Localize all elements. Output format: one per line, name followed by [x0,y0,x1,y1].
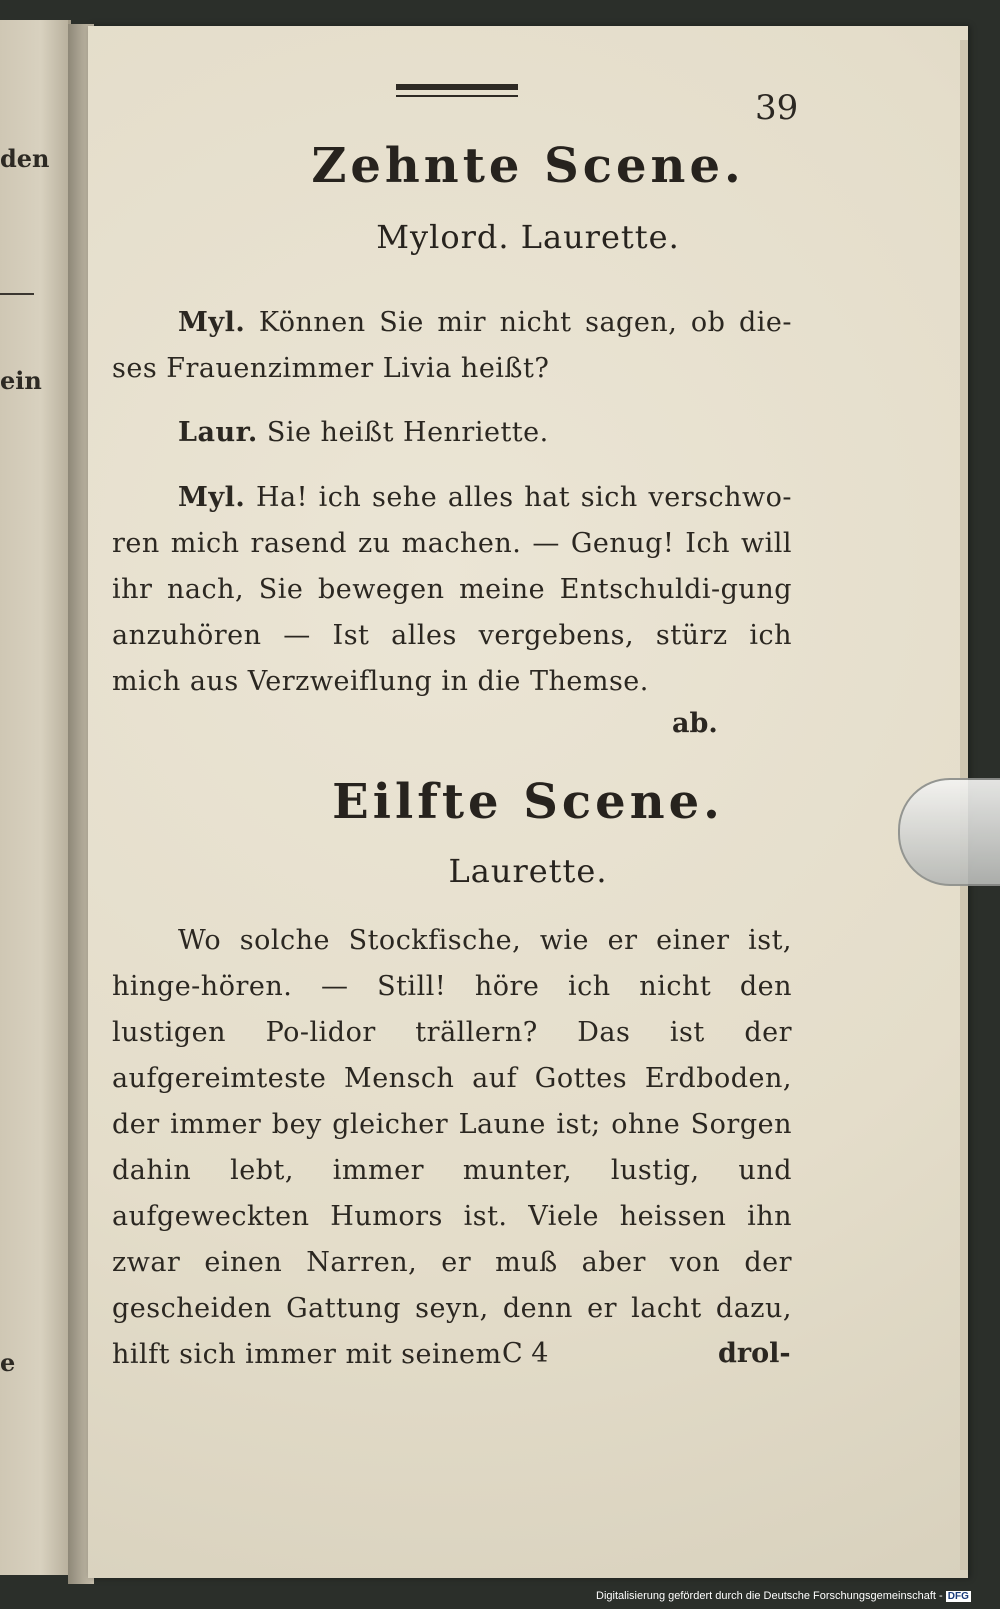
page-clip [898,778,1000,886]
dialogue-line [112,410,792,456]
speaker-name: Laur. [178,417,258,448]
signature-mark: C 4 [502,1338,549,1369]
scene-title: Eilfte Scene. [332,774,724,830]
left-page-fragment: ein [0,366,42,395]
dialogue-line [112,475,792,705]
left-page-edge [0,20,71,1575]
left-page-rule [0,293,34,295]
dialogue-text: Ha! ich sehe alles hat sich verschwo-ren mich rasend zu machen. — Genug! Ich will ihr nach, Sie bewegen meine Entschuldi-gung anzuhören — Ist alles vergebens, stürz ich mich aus Verzweiflung in die Themse. [112,482,792,697]
page-number: 39 [755,88,799,128]
speaker-name: Myl. [178,307,246,338]
left-page-fragment: den [0,144,50,173]
dialogue-line [112,300,792,392]
stage-direction-exit: ab. [672,708,718,739]
left-page-fragment: e [0,1348,16,1377]
header-ornament [396,84,518,104]
scene-characters: Mylord. Laurette. [376,218,680,256]
catchword: drol- [718,1338,791,1369]
monologue-text: Wo solche Stockfische, wie er einer ist, hinge-hören. — Still! höre ich nicht den lustigen Po-lidor trällern? Das ist der aufgereimteste Mensch auf Gottes Erdboden, der immer bey gleicher Laune ist; ohne Sorgen dahin lebt, immer munter, lustig, und aufgeweckten Humors ist. Viele heissen ihn zwar einen Narren, er muß aber von der gescheiden Gattung seyn, denn er lacht dazu, hilft sich immer mit seinem [112,925,792,1370]
scene-characters: Laurette. [448,852,608,890]
footer-text: Digitalisierung gefördert durch die Deutsche Forschungsgemeinschaft - [596,1590,943,1602]
scene-title: Zehnte Scene. [311,138,745,194]
dialogue-text: Sie heißt Henriette. [266,417,549,448]
speaker-name: Myl. [178,482,246,513]
dfg-logo: DFG [947,1591,969,1602]
dialogue-text: Können Sie mir nicht sagen, ob die-ses Frauenzimmer Livia heißt? [112,307,792,384]
digitization-footer [596,1590,971,1602]
